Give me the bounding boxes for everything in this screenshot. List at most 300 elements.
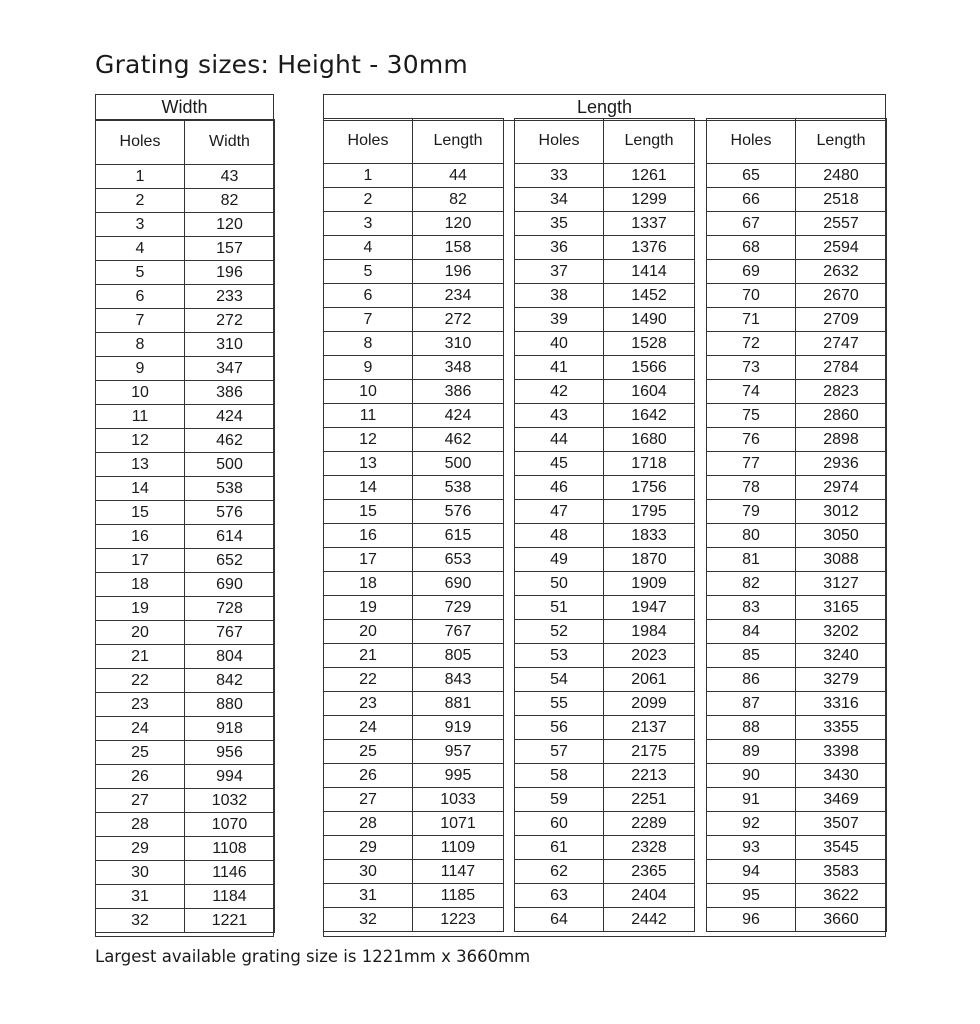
holes-cell: 55: [515, 692, 604, 716]
table-row: [707, 284, 887, 308]
column-header-holes: Holes: [324, 119, 413, 164]
holes-cell: 94: [707, 860, 796, 884]
size-cell: 956: [185, 741, 275, 765]
table-row: [515, 332, 695, 356]
table-row: [707, 884, 887, 908]
table-row: [96, 405, 275, 429]
table-row: [707, 212, 887, 236]
holes-cell: 13: [324, 452, 413, 476]
column-header-length: Length: [604, 119, 695, 164]
size-cell: 919: [413, 716, 504, 740]
holes-cell: 1: [324, 164, 413, 188]
table-row: [96, 333, 275, 357]
table-row: [96, 765, 275, 789]
table-row: [324, 548, 504, 572]
size-cell: 44: [413, 164, 504, 188]
width-table-box: [95, 94, 274, 937]
holes-cell: 1: [96, 165, 185, 189]
size-cell: 1223: [413, 908, 504, 932]
table-row: [324, 860, 504, 884]
size-cell: 538: [413, 476, 504, 500]
table-row: [96, 477, 275, 501]
holes-cell: 72: [707, 332, 796, 356]
size-cell: 2936: [796, 452, 887, 476]
size-cell: 2137: [604, 716, 695, 740]
size-cell: 994: [185, 765, 275, 789]
holes-cell: 52: [515, 620, 604, 644]
holes-cell: 84: [707, 620, 796, 644]
holes-cell: 17: [324, 548, 413, 572]
table-row: [96, 525, 275, 549]
holes-cell: 10: [96, 381, 185, 405]
holes-cell: 49: [515, 548, 604, 572]
table-row: [96, 597, 275, 621]
holes-cell: 23: [324, 692, 413, 716]
table-row: [707, 164, 887, 188]
table-row: [707, 524, 887, 548]
table-row: [324, 476, 504, 500]
table-row: [515, 788, 695, 812]
holes-cell: 67: [707, 212, 796, 236]
size-cell: 2594: [796, 236, 887, 260]
table-row: [324, 308, 504, 332]
table-row: [707, 620, 887, 644]
holes-cell: 16: [324, 524, 413, 548]
table-row: [707, 500, 887, 524]
size-cell: 386: [413, 380, 504, 404]
holes-cell: 2: [96, 189, 185, 213]
table-row: [515, 356, 695, 380]
size-cell: 3165: [796, 596, 887, 620]
holes-cell: 45: [515, 452, 604, 476]
holes-cell: 7: [96, 309, 185, 333]
holes-cell: 95: [707, 884, 796, 908]
table-row: [96, 213, 275, 237]
table-row: [515, 452, 695, 476]
holes-cell: 41: [515, 356, 604, 380]
table-row: [324, 260, 504, 284]
table-row: [96, 165, 275, 189]
table-row: [96, 621, 275, 645]
size-cell: 424: [413, 404, 504, 428]
holes-cell: 93: [707, 836, 796, 860]
holes-cell: 10: [324, 380, 413, 404]
holes-cell: 20: [96, 621, 185, 645]
width-table-header: Width: [96, 95, 273, 121]
holes-cell: 32: [96, 909, 185, 933]
holes-cell: 8: [324, 332, 413, 356]
size-cell: 576: [185, 501, 275, 525]
size-cell: 1146: [185, 861, 275, 885]
table-row: [96, 669, 275, 693]
size-cell: 2099: [604, 692, 695, 716]
table-row: [515, 740, 695, 764]
size-cell: 196: [413, 260, 504, 284]
holes-cell: 29: [96, 837, 185, 861]
holes-cell: 34: [515, 188, 604, 212]
size-cell: 2670: [796, 284, 887, 308]
table-row: [707, 596, 887, 620]
size-cell: 500: [185, 453, 275, 477]
length-table-group-2: [514, 118, 695, 932]
table-row: [96, 885, 275, 909]
holes-cell: 25: [324, 740, 413, 764]
table-row: [324, 908, 504, 932]
table-row: [515, 284, 695, 308]
holes-cell: 22: [96, 669, 185, 693]
table-row: [515, 596, 695, 620]
holes-cell: 65: [707, 164, 796, 188]
holes-cell: 40: [515, 332, 604, 356]
table-row: [707, 332, 887, 356]
size-cell: 462: [185, 429, 275, 453]
size-cell: 3202: [796, 620, 887, 644]
holes-cell: 46: [515, 476, 604, 500]
holes-cell: 26: [96, 765, 185, 789]
table-row: [96, 573, 275, 597]
size-cell: 1184: [185, 885, 275, 909]
table-row: [324, 788, 504, 812]
table-row: [96, 837, 275, 861]
size-cell: 120: [185, 213, 275, 237]
size-cell: 1337: [604, 212, 695, 236]
holes-cell: 38: [515, 284, 604, 308]
size-cell: 3012: [796, 500, 887, 524]
size-cell: 1376: [604, 236, 695, 260]
table-row: [324, 596, 504, 620]
table-row: [707, 812, 887, 836]
holes-cell: 12: [324, 428, 413, 452]
size-cell: 462: [413, 428, 504, 452]
table-row: [515, 212, 695, 236]
holes-cell: 68: [707, 236, 796, 260]
size-cell: 3316: [796, 692, 887, 716]
holes-cell: 9: [324, 356, 413, 380]
size-cell: 3240: [796, 644, 887, 668]
size-cell: 234: [413, 284, 504, 308]
size-cell: 196: [185, 261, 275, 285]
holes-cell: 78: [707, 476, 796, 500]
holes-cell: 37: [515, 260, 604, 284]
table-row: [515, 812, 695, 836]
column-header-holes: Holes: [96, 120, 185, 165]
size-cell: 995: [413, 764, 504, 788]
size-cell: 1299: [604, 188, 695, 212]
table-row: [324, 356, 504, 380]
table-row: [707, 356, 887, 380]
holes-cell: 56: [515, 716, 604, 740]
holes-cell: 15: [96, 501, 185, 525]
table-row: [324, 692, 504, 716]
table-row: [515, 236, 695, 260]
size-cell: 2251: [604, 788, 695, 812]
size-cell: 538: [185, 477, 275, 501]
holes-cell: 6: [96, 285, 185, 309]
size-cell: 2213: [604, 764, 695, 788]
table-row: [515, 860, 695, 884]
holes-cell: 36: [515, 236, 604, 260]
table-row: [324, 164, 504, 188]
table-row: [515, 260, 695, 284]
holes-cell: 2: [324, 188, 413, 212]
holes-cell: 19: [324, 596, 413, 620]
table-row: [96, 189, 275, 213]
holes-cell: 21: [324, 644, 413, 668]
table-row: [707, 836, 887, 860]
holes-cell: 4: [96, 237, 185, 261]
size-cell: 310: [185, 333, 275, 357]
size-cell: 158: [413, 236, 504, 260]
size-cell: 2442: [604, 908, 695, 932]
holes-cell: 17: [96, 549, 185, 573]
table-row: [324, 188, 504, 212]
size-cell: 1490: [604, 308, 695, 332]
size-cell: 767: [413, 620, 504, 644]
size-cell: 1947: [604, 596, 695, 620]
holes-cell: 58: [515, 764, 604, 788]
holes-cell: 26: [324, 764, 413, 788]
holes-cell: 25: [96, 741, 185, 765]
size-cell: 3127: [796, 572, 887, 596]
size-cell: 2328: [604, 836, 695, 860]
size-cell: 1071: [413, 812, 504, 836]
holes-cell: 8: [96, 333, 185, 357]
size-cell: 1566: [604, 356, 695, 380]
holes-cell: 29: [324, 836, 413, 860]
size-cell: 157: [185, 237, 275, 261]
size-cell: 1108: [185, 837, 275, 861]
table-row: [96, 645, 275, 669]
size-cell: 1909: [604, 572, 695, 596]
size-cell: 3545: [796, 836, 887, 860]
table-row: [707, 380, 887, 404]
size-cell: 2784: [796, 356, 887, 380]
holes-cell: 18: [324, 572, 413, 596]
table-row: [707, 188, 887, 212]
table-row: [324, 404, 504, 428]
size-cell: 2175: [604, 740, 695, 764]
size-cell: 500: [413, 452, 504, 476]
table-row: [515, 644, 695, 668]
size-cell: 1718: [604, 452, 695, 476]
table-row: [324, 644, 504, 668]
size-cell: 1756: [604, 476, 695, 500]
table-row: [515, 380, 695, 404]
holes-cell: 64: [515, 908, 604, 932]
table-row: [324, 452, 504, 476]
holes-cell: 20: [324, 620, 413, 644]
holes-cell: 12: [96, 429, 185, 453]
holes-cell: 60: [515, 812, 604, 836]
size-cell: 1070: [185, 813, 275, 837]
holes-cell: 33: [515, 164, 604, 188]
table-row: [707, 572, 887, 596]
column-header-length: Length: [796, 119, 887, 164]
size-cell: 2023: [604, 644, 695, 668]
size-cell: 1795: [604, 500, 695, 524]
holes-cell: 53: [515, 644, 604, 668]
length-table-group-3: [706, 118, 887, 932]
table-row: [96, 309, 275, 333]
table-row: [96, 549, 275, 573]
size-cell: 653: [413, 548, 504, 572]
size-cell: 1261: [604, 164, 695, 188]
size-cell: 272: [413, 308, 504, 332]
size-cell: 880: [185, 693, 275, 717]
holes-cell: 27: [324, 788, 413, 812]
holes-cell: 42: [515, 380, 604, 404]
size-cell: 3279: [796, 668, 887, 692]
size-cell: 2518: [796, 188, 887, 212]
size-cell: 1033: [413, 788, 504, 812]
holes-cell: 87: [707, 692, 796, 716]
table-row: [515, 668, 695, 692]
table-row: [515, 548, 695, 572]
table-row: [324, 332, 504, 356]
page-title: Grating sizes: Height - 30mm: [95, 50, 468, 79]
size-cell: 1870: [604, 548, 695, 572]
holes-cell: 88: [707, 716, 796, 740]
size-cell: 842: [185, 669, 275, 693]
table-row: [707, 476, 887, 500]
table-row: [96, 261, 275, 285]
holes-cell: 66: [707, 188, 796, 212]
table-row: [515, 188, 695, 212]
holes-cell: 4: [324, 236, 413, 260]
size-cell: 690: [413, 572, 504, 596]
table-row: [324, 212, 504, 236]
column-header-length: Length: [413, 119, 504, 164]
length-table-group-1: [323, 118, 504, 932]
holes-cell: 54: [515, 668, 604, 692]
holes-cell: 70: [707, 284, 796, 308]
table-row: [707, 668, 887, 692]
holes-cell: 22: [324, 668, 413, 692]
size-cell: 2747: [796, 332, 887, 356]
size-cell: 310: [413, 332, 504, 356]
size-cell: 3398: [796, 740, 887, 764]
table-row: [707, 740, 887, 764]
table-row: [324, 236, 504, 260]
size-cell: 1221: [185, 909, 275, 933]
holes-cell: 51: [515, 596, 604, 620]
size-cell: 82: [413, 188, 504, 212]
table-row: [515, 164, 695, 188]
size-cell: 233: [185, 285, 275, 309]
holes-cell: 31: [96, 885, 185, 909]
table-row: [324, 716, 504, 740]
table-row: [515, 884, 695, 908]
size-cell: 614: [185, 525, 275, 549]
table-row: [707, 308, 887, 332]
holes-cell: 77: [707, 452, 796, 476]
holes-cell: 82: [707, 572, 796, 596]
holes-cell: 14: [96, 477, 185, 501]
size-cell: 3469: [796, 788, 887, 812]
length-table-header: Length: [324, 95, 885, 121]
holes-cell: 11: [324, 404, 413, 428]
holes-cell: 28: [96, 813, 185, 837]
size-cell: 2061: [604, 668, 695, 692]
table-row: [324, 380, 504, 404]
holes-cell: 5: [96, 261, 185, 285]
table-row: [515, 500, 695, 524]
size-cell: 3430: [796, 764, 887, 788]
holes-cell: 47: [515, 500, 604, 524]
size-cell: 1414: [604, 260, 695, 284]
table-row: [707, 260, 887, 284]
size-cell: 2860: [796, 404, 887, 428]
table-row: [96, 861, 275, 885]
holes-cell: 71: [707, 308, 796, 332]
holes-cell: 86: [707, 668, 796, 692]
size-cell: 120: [413, 212, 504, 236]
holes-cell: 74: [707, 380, 796, 404]
table-row: [96, 813, 275, 837]
size-cell: 1528: [604, 332, 695, 356]
table-row: [707, 428, 887, 452]
table-row: [96, 285, 275, 309]
holes-cell: 21: [96, 645, 185, 669]
size-cell: 2974: [796, 476, 887, 500]
holes-cell: 76: [707, 428, 796, 452]
holes-cell: 57: [515, 740, 604, 764]
holes-cell: 31: [324, 884, 413, 908]
table-row: [96, 453, 275, 477]
column-header-holes: Holes: [707, 119, 796, 164]
table-row: [515, 620, 695, 644]
table-row: [96, 501, 275, 525]
size-cell: 1452: [604, 284, 695, 308]
size-cell: 347: [185, 357, 275, 381]
table-row: [324, 284, 504, 308]
table-row: [324, 620, 504, 644]
table-row: [515, 428, 695, 452]
table-row: [515, 716, 695, 740]
size-cell: 82: [185, 189, 275, 213]
holes-cell: 62: [515, 860, 604, 884]
size-cell: 1680: [604, 428, 695, 452]
holes-cell: 3: [96, 213, 185, 237]
size-cell: 918: [185, 717, 275, 741]
table-row: [707, 692, 887, 716]
holes-cell: 75: [707, 404, 796, 428]
size-cell: 2557: [796, 212, 887, 236]
size-cell: 2289: [604, 812, 695, 836]
table-row: [324, 836, 504, 860]
table-row: [96, 357, 275, 381]
size-cell: 729: [413, 596, 504, 620]
table-row: [96, 741, 275, 765]
holes-cell: 83: [707, 596, 796, 620]
size-cell: 1185: [413, 884, 504, 908]
size-cell: 805: [413, 644, 504, 668]
holes-cell: 9: [96, 357, 185, 381]
table-row: [515, 572, 695, 596]
table-row: [324, 572, 504, 596]
table-row: [707, 644, 887, 668]
holes-cell: 6: [324, 284, 413, 308]
holes-cell: 81: [707, 548, 796, 572]
table-row: [96, 789, 275, 813]
size-cell: 652: [185, 549, 275, 573]
holes-cell: 19: [96, 597, 185, 621]
holes-cell: 69: [707, 260, 796, 284]
size-cell: 2632: [796, 260, 887, 284]
table-row: [515, 476, 695, 500]
holes-cell: 85: [707, 644, 796, 668]
table-row: [96, 693, 275, 717]
